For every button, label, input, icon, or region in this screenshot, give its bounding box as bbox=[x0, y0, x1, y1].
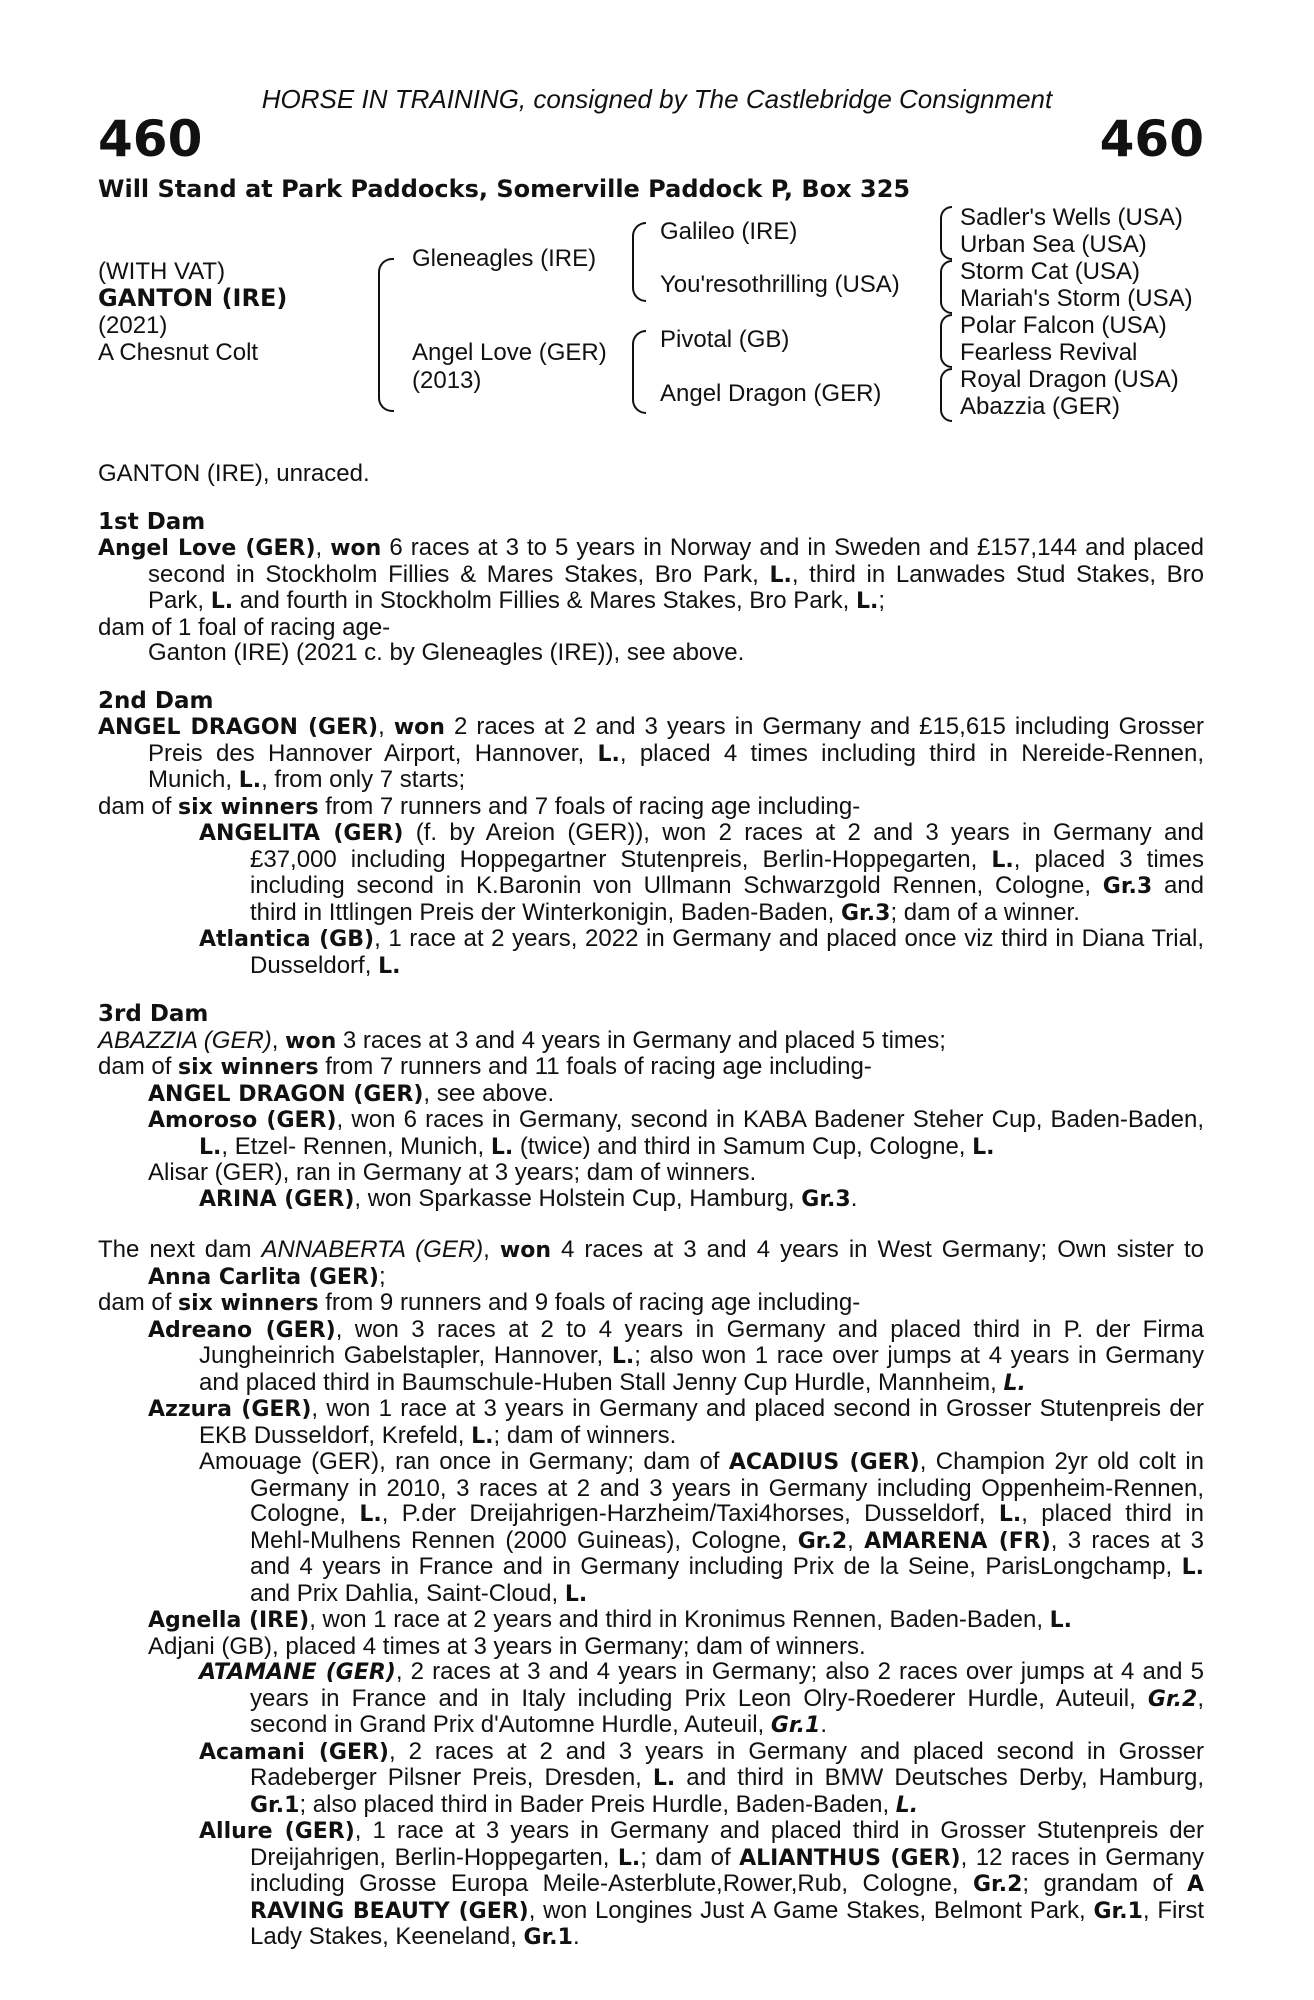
dam3-progeny-amoroso: Amoroso (GER), won 6 races in Germany, second in KABA Badener Steher Cup, Baden-Baden, L., Etzel- Rennen, Munich, L. (twice) and third in Samum Cup, Cologne, L. bbox=[148, 1106, 1204, 1160]
ggdam-3: Fearless Revival bbox=[960, 339, 1138, 366]
catalogue-body bbox=[98, 461, 1204, 1951]
dam-year: (2013) bbox=[412, 367, 482, 394]
consignment-header: HORSE IN TRAINING, consigned by The Castlebridge Consignment bbox=[261, 84, 1053, 114]
section-1st-dam: 1st Dam bbox=[98, 508, 206, 535]
next-dam-foals: dam of six winners from 9 runners and 9 foals of racing age including- bbox=[98, 1289, 861, 1316]
ggdam-4: Abazzia (GER) bbox=[960, 393, 1121, 420]
dam1-foals: dam of 1 foal of racing age- bbox=[98, 613, 391, 641]
brace-g3 bbox=[940, 314, 952, 368]
ggsire-4: Royal Dragon (USA) bbox=[960, 366, 1179, 393]
next-dam-progeny-adjani: Adjani (GB), placed 4 times at 3 years in Germany; dam of winners. bbox=[148, 1632, 866, 1660]
sire-sire: Galileo (IRE) bbox=[660, 218, 798, 245]
ggsire-3: Polar Falcon (USA) bbox=[960, 312, 1167, 339]
next-dam-progeny-atamane: ATAMANE (GER), 2 races at 3 and 4 years in Germany; also 2 races over jumps at 4 and 5 years in France and in Italy including Prix Leon Olry-Roederer Hurdle, Auteuil, Gr.2, second in Grand Prix d'Automne Hurdle, Auteuil, Gr.1. bbox=[199, 1658, 1205, 1738]
horse-year: (2021) bbox=[98, 312, 168, 339]
sire-dam: You'resothrilling (USA) bbox=[660, 271, 900, 298]
section-2nd-dam: 2nd Dam bbox=[98, 687, 214, 714]
brace-parents bbox=[378, 258, 394, 412]
brace-g2 bbox=[940, 260, 952, 314]
next-dam-progeny-azzura: Azzura (GER), won 1 race at 3 years in Germany and placed second in Grosser Stutenpreis der EKB Dusseldorf, Krefeld, L.; dam of winners. bbox=[148, 1395, 1204, 1449]
ggdam-2: Mariah's Storm (USA) bbox=[960, 285, 1193, 312]
next-dam-progeny-acamani: Acamani (GER), 2 races at 2 and 3 years in Germany and placed second in Grosser Radeberger Pilsner Preis, Dresden, L. and third in BMW Deutsches Derby, Hamburg, Gr.1; also placed third in Bader Preis Hurdle, Baden-Baden, L. bbox=[199, 1737, 1204, 1818]
horse-summary: GANTON (IRE), unraced. bbox=[98, 460, 370, 487]
dam3-record: ABAZZIA (GER), won 3 races at 3 and 4 years in Germany and placed 5 times; bbox=[98, 1026, 946, 1054]
dam-sire: Pivotal (GB) bbox=[660, 326, 790, 353]
next-dam-progeny-adreano: Adreano (GER), won 3 races at 2 to 4 years in Germany and placed third in P. der Firma Jungheinrich Gabelstapler, Hannover, L.; also won 1 race over jumps at 4 years in Germany and placed third in Baumschule-Huben Stall Jenny Cup Hurdle, Mannheim, L. bbox=[148, 1315, 1204, 1396]
dam3-foals: dam of six winners from 7 runners and 11 foals of racing age including- bbox=[98, 1053, 872, 1080]
brace-g4 bbox=[940, 368, 952, 422]
sire-name: Gleneagles (IRE) bbox=[412, 245, 597, 272]
dam3-progeny-arina: ARINA (GER), won Sparkasse Holstein Cup, Hamburg, Gr.3. bbox=[199, 1184, 858, 1212]
next-dam-progeny-agnella: Agnella (IRE), won 1 race at 2 years and third in Kronimus Rennen, Baden-Baden, L. bbox=[148, 1606, 1073, 1633]
dam2-foals: dam of six winners from 7 runners and 7 foals of racing age including- bbox=[98, 792, 861, 820]
lot-number-right: 460 bbox=[1099, 110, 1204, 168]
stand-location: Will Stand at Park Paddocks, Somerville Paddock P, Box 325 bbox=[98, 175, 911, 203]
dam2-progeny-angelita: ANGELITA (GER) (f. by Areion (GER)), won 2 races at 2 and 3 years in Germany and £37,000 including Hoppegartner Stutenpreis, Berlin-Hoppegarten, L., placed 3 times including second in K.Baronin von Ullmann Schwarzgold Rennen, Cologne, Gr.3 and third in Ittlingen Preis der Winterkonigin, Baden-Baden, Gr.3; dam of a winner. bbox=[199, 819, 1204, 926]
next-dam-progeny-allure: Allure (GER), 1 race at 3 years in Germany and placed third in Grosser Stutenpreis der Dreijahrigen, Berlin-Hoppegarten, L.; dam of ALIANTHUS (GER), 12 races in Germany including Grosse Europa Meile-Asterblute,Rower,Rub, Cologne, Gr.2; grandam of A RAVING BEAUTY (GER), won Longines Just A Game Stakes, Belmont Park, Gr.1, First Lady Stakes, Keeneland, Gr.1. bbox=[199, 1817, 1205, 1950]
horse-description: A Chesnut Colt bbox=[98, 339, 259, 366]
dam1-record: Angel Love (GER), won 6 races at 3 to 5 years in Norway and in Sweden and £157,144 and placed second in Stockholm Fillies & Mares Stakes, Bro Park, L., third in Lanwades Stud Stakes, Bro Park, L. and fourth in Stockholm Fillies & Mares Stakes, Bro Park, L.; bbox=[98, 534, 1204, 614]
dam-dam: Angel Dragon (GER) bbox=[660, 380, 882, 407]
dam2-record: ANGEL DRAGON (GER), won 2 races at 2 and 3 years in Germany and £15,615 including Grosser Preis des Hannover Airport, Hannover, L., placed 4 times including third in Nereide-Rennen, Munich, L., from only 7 starts; bbox=[98, 713, 1204, 793]
ggsire-1: Sadler's Wells (USA) bbox=[960, 204, 1183, 231]
horse-name: GANTON (IRE) bbox=[98, 284, 288, 312]
vat-note: (WITH VAT) bbox=[98, 258, 226, 285]
lot-number-left: 460 bbox=[98, 110, 203, 168]
ggsire-2: Storm Cat (USA) bbox=[960, 258, 1141, 285]
next-dam-record: The next dam ANNABERTA (GER), won 4 races at 3 and 4 years in West Germany; Own sister to Anna Carlita (GER); bbox=[98, 1236, 1205, 1290]
dam-name: Angel Love (GER) bbox=[412, 339, 607, 366]
section-3rd-dam: 3rd Dam bbox=[98, 1001, 209, 1027]
dam3-progeny-angel-dragon: ANGEL DRAGON (GER), see above. bbox=[148, 1079, 555, 1107]
dam2-progeny-atlantica: Atlantica (GB), 1 race at 2 years, 2022 in Germany and placed once viz third in Diana Trial, Dusseldorf, L. bbox=[199, 925, 1204, 979]
brace-dam bbox=[632, 330, 646, 414]
dam3-progeny-alisar: Alisar (GER), ran in Germany at 3 years; dam of winners. bbox=[148, 1159, 757, 1186]
next-dam-progeny-amouage: Amouage (GER), ran once in Germany; dam of ACADIUS (GER), Champion 2yr old colt in Germany in 2010, 3 races at 2 and 3 years in Germany including Oppenheim-Rennen, Cologne, L., P.der Dreijahrigen-Harzheim/Taxi4horses, Dusseldorf, L., placed third in Mehl-Mulhens Rennen (2000 Guineas), Cologne, Gr.2, AMARENA (FR), 3 races at 3 and 4 years in France and in Germany including Prix de la Seine, ParisLongchamp, L. and Prix Dahlia, Saint-Cloud, L. bbox=[199, 1448, 1205, 1607]
dam1-progeny: Ganton (IRE) (2021 c. by Gleneagles (IRE)), see above. bbox=[148, 639, 745, 666]
ggdam-1: Urban Sea (USA) bbox=[960, 231, 1147, 258]
brace-g1 bbox=[940, 206, 952, 260]
brace-sire bbox=[632, 222, 646, 302]
